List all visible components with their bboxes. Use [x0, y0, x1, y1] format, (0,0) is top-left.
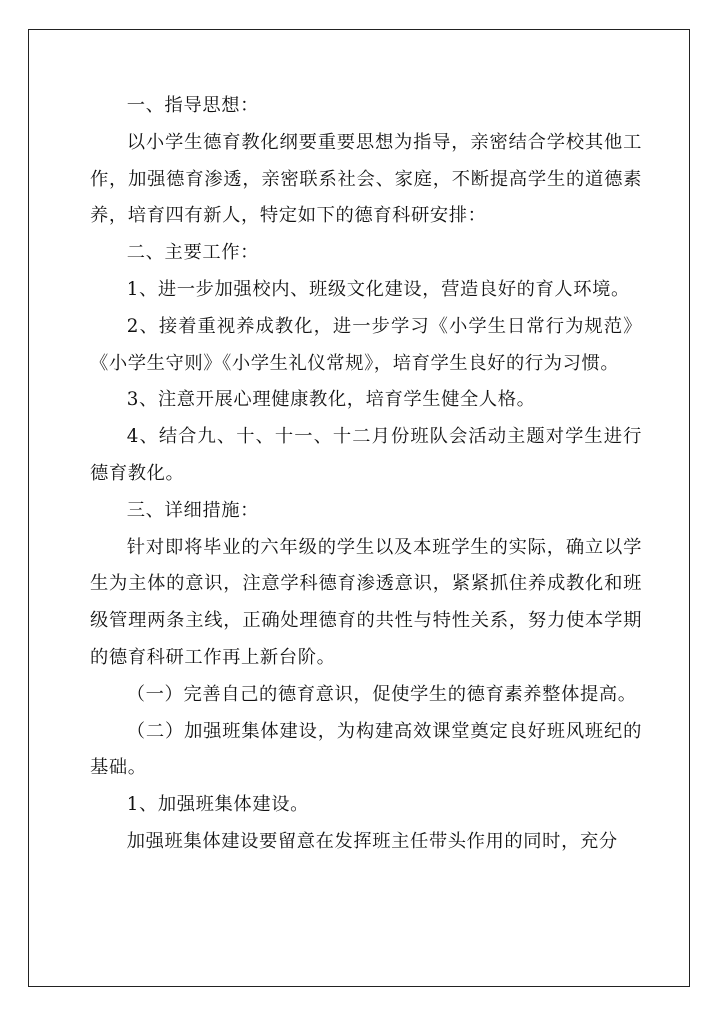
paragraph-class-building-title: 1、加强班集体建设。 — [126, 794, 309, 816]
section-heading-main-work: 二、主要工作： — [126, 242, 259, 264]
paragraph-detailed-measures: 针对即将毕业的六年级的学生以及本班学生的实际，确立以学生为主体的意识，注意学科德育渗透意识，紧紧抓住养成教化和班级管理两条主线，正确处理德育的共性与特性关系，努力使本学期的德育科研工作再上新台阶。 — [90, 536, 642, 668]
section-heading-guiding-thought: 一、指导思想： — [126, 95, 259, 116]
paragraph-work-item-2: 2、接着重视养成教化，进一步学习《小学生日常行为规范》《小学生守则》《小学生礼仪常规》，培育学生良好的行为习惯。 — [90, 315, 642, 374]
paragraph-work-item-3: 3、注意开展心理健康教化，培育学生健全人格。 — [126, 389, 536, 411]
section-heading-detailed-measures: 三、详细措施： — [126, 499, 259, 521]
paragraph-measure-1: （一）完善自己的德育意识，促使学生的德育素养整体提高。 — [126, 683, 637, 705]
paragraph-guiding-thought: 以小学生德育教化纲要重要思想为指导，亲密结合学校其他工作，加强德育渗透，亲密联系社会、家庭，不断提高学生的道德素养，培育四有新人，特定如下的德育科研安排： — [90, 131, 642, 227]
document-body — [90, 88, 642, 861]
paragraph-work-item-1: 1、进一步加强校内、班级文化建设，营造良好的育人环境。 — [126, 278, 630, 300]
paragraph-class-building-body: 加强班集体建设要留意在发挥班主任带头作用的同时，充分 — [126, 830, 618, 852]
paragraph-measure-2: （二）加强班集体建设，为构建高效课堂奠定良好班风班纪的基础。 — [90, 720, 642, 779]
paragraph-work-item-4: 4、结合九、十、十一、十二月份班队会活动主题对学生进行德育教化。 — [90, 426, 642, 484]
